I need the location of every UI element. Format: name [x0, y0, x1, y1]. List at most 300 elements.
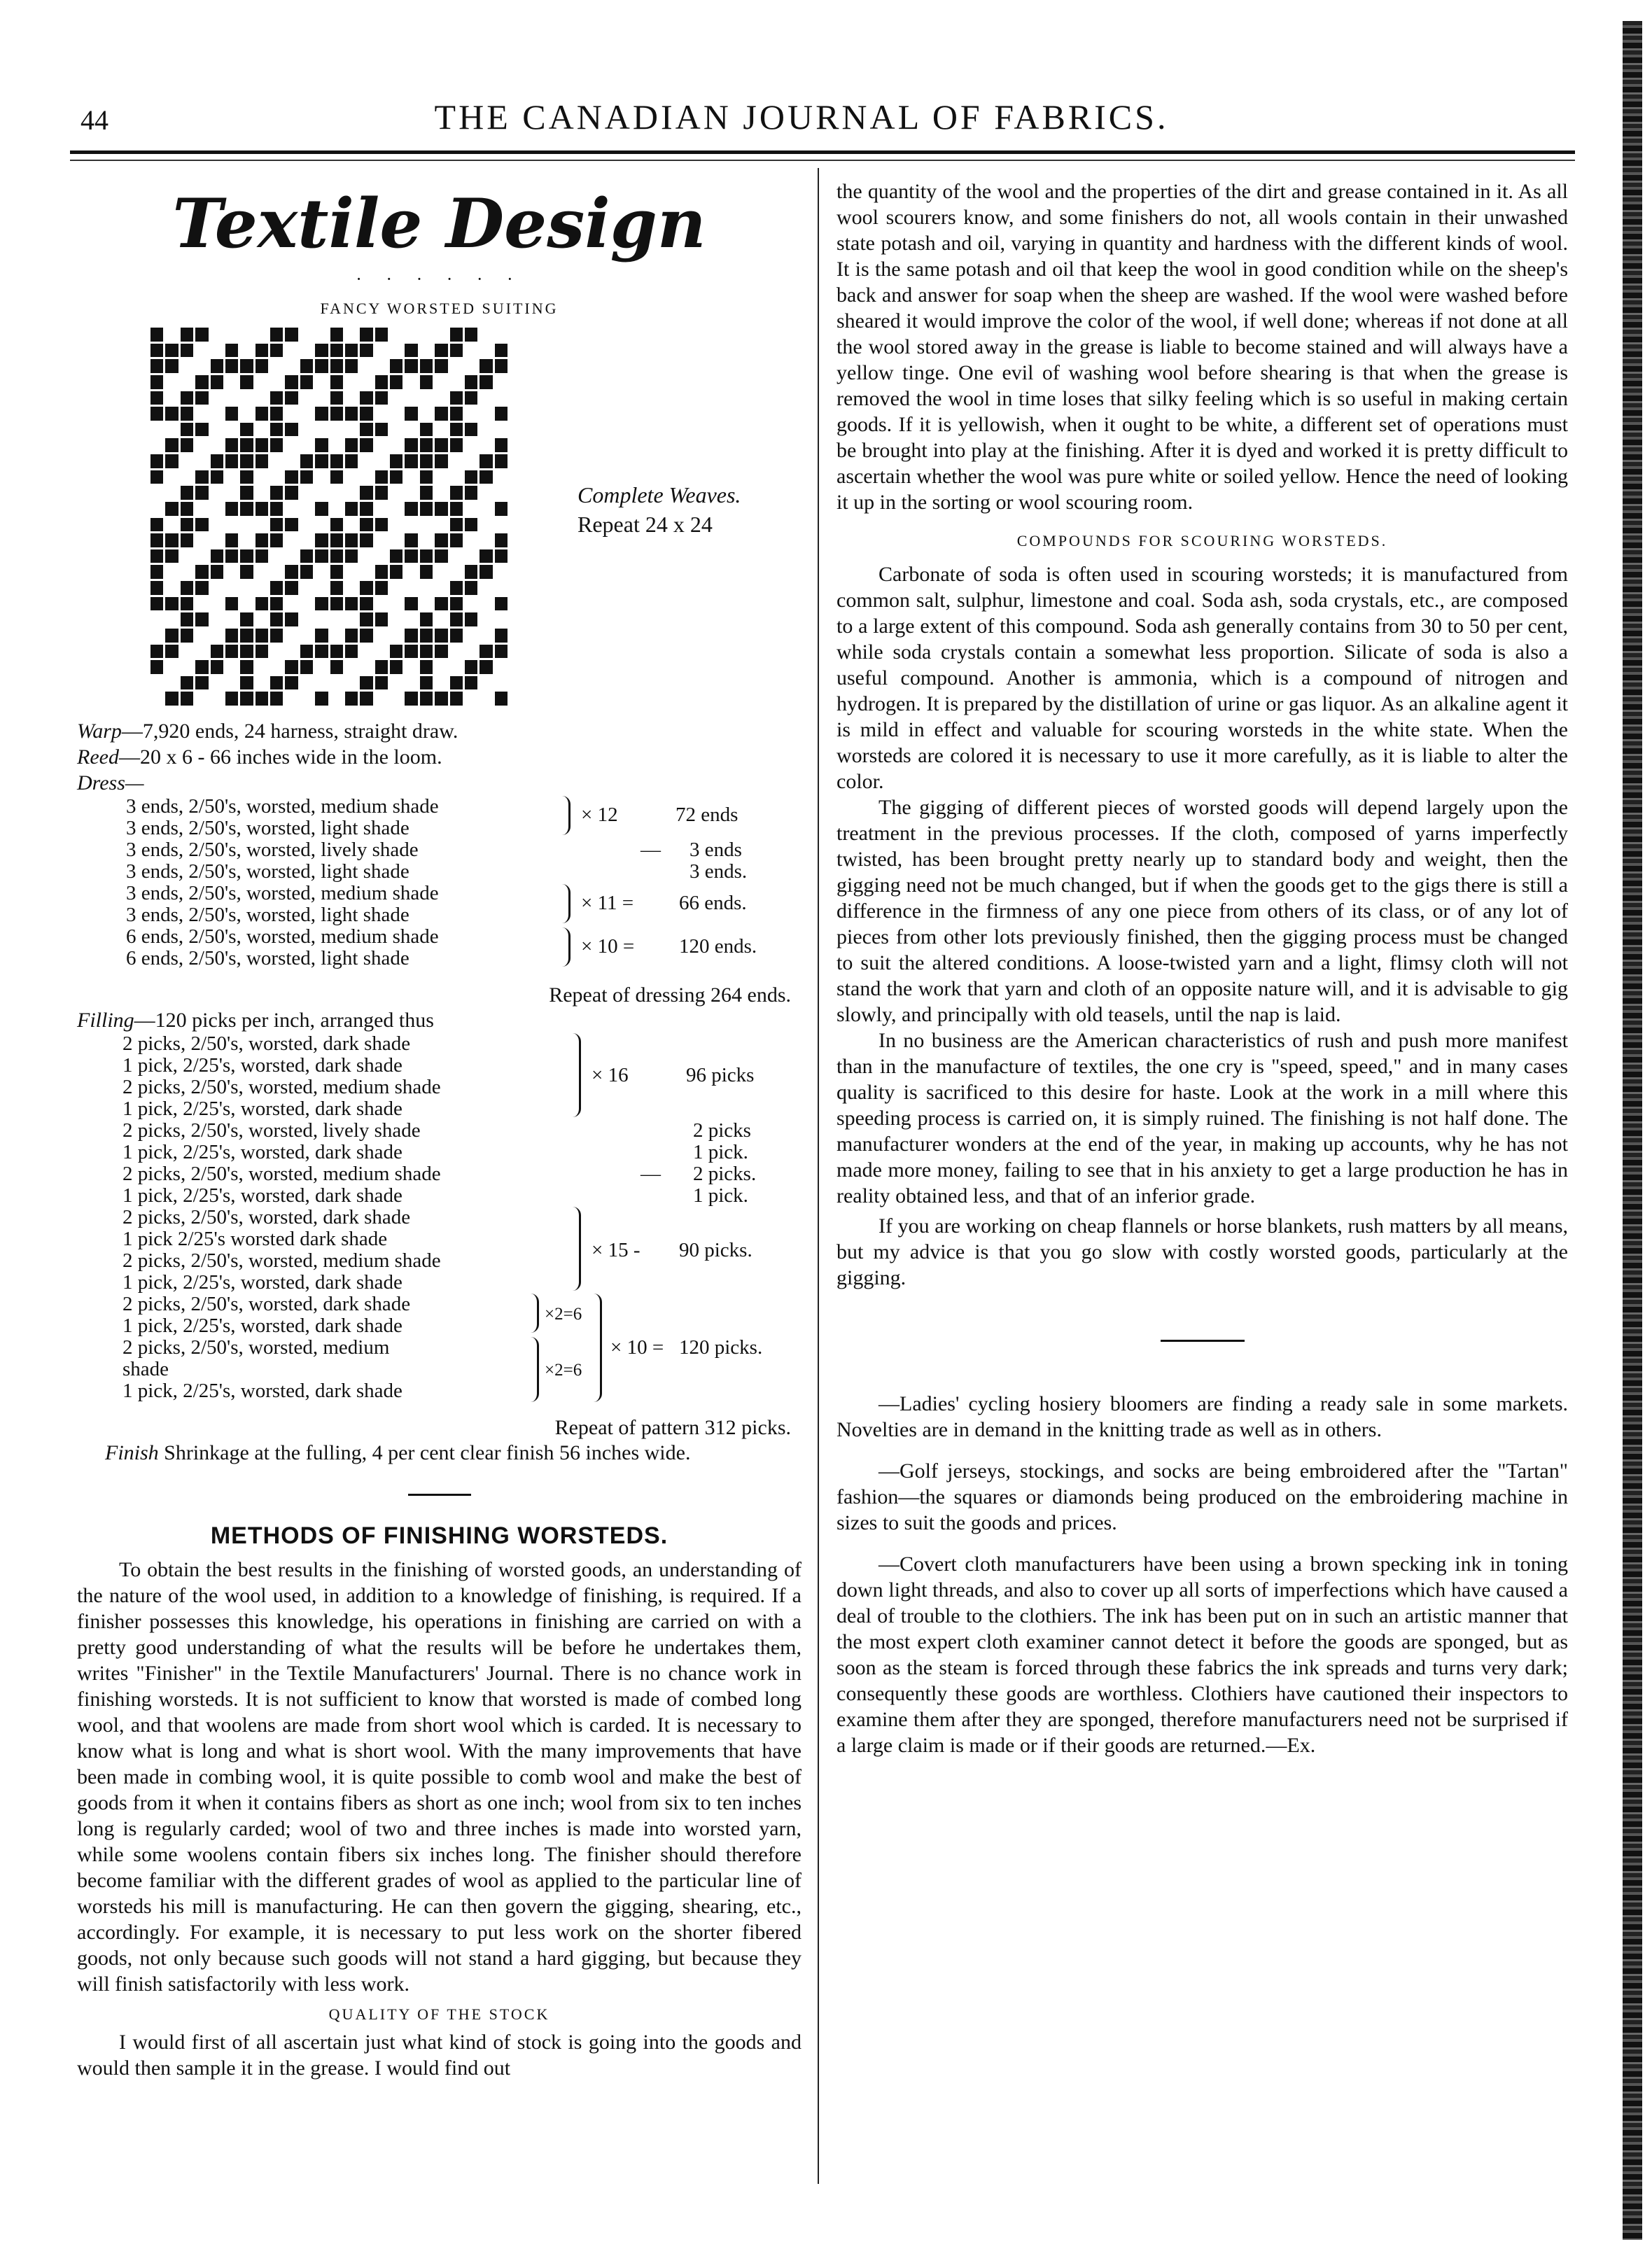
weave-cell [285, 629, 298, 643]
weave-cell [390, 375, 402, 389]
weave-cell [270, 660, 283, 674]
weave-cell [255, 486, 268, 500]
weave-cell [270, 565, 283, 579]
filling-row: shade [122, 1358, 169, 1380]
weave-cell [270, 391, 283, 405]
weave-cell [330, 692, 343, 706]
weave-cell [255, 676, 268, 690]
weave-cell [330, 581, 343, 595]
weave-cell [181, 612, 193, 626]
weave-cell [211, 502, 223, 516]
weave-cell [285, 597, 298, 611]
weave-cell [195, 612, 208, 626]
weave-cell [450, 533, 463, 547]
weave-cell [225, 692, 238, 706]
brace [528, 1294, 539, 1333]
filling-multiplier: × 16 [592, 1064, 629, 1086]
weave-cell [211, 438, 223, 452]
weave-cell [390, 344, 402, 358]
weave-cell [375, 328, 388, 342]
weave-cell [240, 533, 253, 547]
weave-cell [450, 692, 463, 706]
filling-line [77, 1007, 802, 1033]
weave-cell [375, 454, 388, 468]
filling-row: 1 pick, 2/25's, worsted, dark shade [122, 1380, 402, 1402]
weave-cell [465, 328, 477, 342]
article-paragraph: I would first of all ascertain just what kind of stock is going into the goods and would then sample it in the grease. I would find out [77, 2031, 802, 2080]
weave-cell [435, 645, 447, 659]
weave-cell [181, 328, 193, 342]
weave-cell [420, 502, 433, 516]
weave-cell [479, 549, 492, 563]
weave-cell [240, 629, 253, 643]
weave-cell [225, 486, 238, 500]
weave-cell [225, 597, 238, 611]
subhead-quality-of-stock: QUALITY OF THE STOCK [328, 2005, 550, 2023]
weave-cell [181, 692, 193, 706]
weave-cell [345, 660, 358, 674]
weave-cell [255, 344, 268, 358]
weave-cell [360, 344, 372, 358]
weave-cell [285, 549, 298, 563]
weave-cell [375, 692, 388, 706]
weave-cell [390, 597, 402, 611]
weave-cell [435, 344, 447, 358]
dress-row: 3 ends, 2/50's, worsted, medium shade [126, 795, 439, 818]
weave-cell [315, 549, 328, 563]
weave-cell [405, 692, 417, 706]
weave-cell [360, 597, 372, 611]
page-number: 44 [80, 104, 108, 136]
weave-cell [360, 328, 372, 342]
weave-cell [465, 645, 477, 659]
weave-cell [405, 438, 417, 452]
weave-cell [435, 470, 447, 484]
weave-cell [240, 549, 253, 563]
weave-cell [240, 518, 253, 532]
weave-cell [285, 676, 298, 690]
weave-cell [270, 645, 283, 659]
weave-cell [315, 502, 328, 516]
weave-cell [300, 344, 313, 358]
finish-label: Finish [105, 1441, 159, 1464]
weave-cell [479, 502, 492, 516]
weave-cell [270, 612, 283, 626]
weave-cell [315, 375, 328, 389]
weave-cell [270, 359, 283, 373]
filling-count: 120 picks. [679, 1336, 763, 1359]
weave-cell [300, 438, 313, 452]
weave-cell [495, 549, 507, 563]
weave-cell [420, 549, 433, 563]
weave-cell [495, 565, 507, 579]
weave-cell [420, 423, 433, 437]
weave-cell [240, 423, 253, 437]
weave-cell [315, 660, 328, 674]
filling-count: 1 pick. [693, 1184, 748, 1207]
weave-cell [240, 438, 253, 452]
weave-cell [390, 676, 402, 690]
weave-cell [165, 454, 178, 468]
weave-cell [375, 344, 388, 358]
weave-cell [195, 692, 208, 706]
weave-cell [300, 470, 313, 484]
weave-cell [195, 454, 208, 468]
weave-cell [270, 518, 283, 532]
article-paragraph: the quantity of the wool and the properties of the dirt and grease contained in it. As all wool scourers know, and some finishers do not, all wools contain in their unwashed state potash and oil, varying in quantity and hardness with the different kinds of wool. It is the same potash and oil that keep the wool in good condition while on the sheep's back and answer for soap when the sheep are washed. If the wool were washed before sheared it would improve the color of the wool, if well done; whereas if not done at all the wool stored away in the grease is liable to become stained and will always have a yellow tinge. One evil of washing wool before shearing is that when the grease is removed the wool in time loses that silky feeling which is so useful in making certain goods. If it is yellowish, when it ought to be white, a different set of operations must be brought into play at the finishing. After it is dyed and worked it is pretty difficult to ascertain whether the wool was pure white or soiled yellow. Hence the need of looking it up in the sorting or wool scouring room. [836, 180, 1568, 514]
weave-cell [405, 629, 417, 643]
weave-cell [345, 549, 358, 563]
weave-cell [150, 549, 163, 563]
weave-cell [150, 486, 163, 500]
article-paragraph: The gigging of different pieces of worsted goods will depend largely upon the treatment in the previous processes. If the cloth, composed of yarns imperfectly twisted, has been brought pretty nearly up to standard body and weight, then the gigging need not be much changed, but if when the goods get to the gigs there is still a difference in the firmness of any one piece from others of its class, or of any lot of pieces from other lots previously finished, then the gigging process must be changed to suit the altered conditions. A loose-twisted yarn and a light, flimsy cloth will not stand the work that yarn and cloth of an opposite nature will, and it is advisable to gig slowly, and principally with old teasels, until the nap is laid. [836, 796, 1568, 1026]
weave-cell [435, 375, 447, 389]
weave-cell [300, 629, 313, 643]
weave-cell [495, 438, 507, 452]
weave-cell [195, 375, 208, 389]
weave-cell [465, 470, 477, 484]
weave-cell [285, 423, 298, 437]
weave-cell [495, 391, 507, 405]
weave-cell [150, 581, 163, 595]
weave-cell [255, 407, 268, 421]
weave-cell [495, 423, 507, 437]
weave-cell [465, 597, 477, 611]
weave-cell [435, 502, 447, 516]
filling-label: Filling [77, 1009, 134, 1032]
weave-cell [165, 359, 178, 373]
weave-cell [315, 454, 328, 468]
weave-cell [435, 391, 447, 405]
weave-cell [195, 533, 208, 547]
weave-cell [165, 328, 178, 342]
weave-cell [285, 502, 298, 516]
dress-row: 6 ends, 2/50's, worsted, medium shade [126, 925, 439, 948]
weave-cell [360, 676, 372, 690]
weave-cell [450, 581, 463, 595]
finish-line [77, 1440, 802, 1466]
weave-cell [225, 391, 238, 405]
brace [560, 884, 570, 923]
weave-cell [390, 565, 402, 579]
dress-multiplier: × 10 = [581, 935, 635, 958]
weave-cell [330, 454, 343, 468]
weave-cell [315, 328, 328, 342]
article-paragraph: To obtain the best results in the finishing of worsted goods, an understanding of the nature of the wool used, in addition to a knowledge of finishing, is required. If a finisher possesses this knowledge, his operations in finishing are carried on with a pretty good understanding of what the results will be before he undertakes them, writes "Finisher" in the Textile Manufacturers' Journal. There is no chance work in finishing worsteds. It is not sufficient to know that worsted is made of combed long wool, and that woolens are made from short wool which is carded. It is necessary to know what is long and what is short wool. With the many improvements that have been made in combing wool, it is quite possible to comb wool and make the best of goods from it when it contains fibers as short as one inch; wool from six to ten inches long is regularly carded; wool of two and three inches is made into worsted yarn, while some woolens contain fibers six inches long. The finisher should therefore become familiar with the different grades of wool as applied to the particular line of worsteds his mill is manufacturing. He can then govern the gigging, shearing, etc., accordingly. For example, it is necessary to put less work on the shorter fibered goods, not only because such goods will not stand a hard gigging, but because they will finish satisfactorily with less work. [77, 1558, 802, 1996]
filling-count: 2 picks [693, 1119, 751, 1142]
weave-cell [270, 486, 283, 500]
weave-cell [225, 359, 238, 373]
weave-cell [405, 549, 417, 563]
filling-row: 2 picks, 2/50's, worsted, dark shade [122, 1032, 411, 1055]
weave-cell [405, 359, 417, 373]
weave-cell [240, 391, 253, 405]
weave-cell [285, 660, 298, 674]
weave-cell [375, 549, 388, 563]
weave-cell [360, 359, 372, 373]
weave-cell [195, 486, 208, 500]
weave-cell [195, 502, 208, 516]
weave-cell [211, 549, 223, 563]
weave-cell [390, 359, 402, 373]
brace [570, 1033, 581, 1117]
weave-cell [360, 375, 372, 389]
weave-cell [435, 454, 447, 468]
weave-cell [255, 645, 268, 659]
weave-cell [285, 391, 298, 405]
header-rule-thin [70, 160, 1575, 161]
weave-cell [450, 359, 463, 373]
weave-cell [495, 645, 507, 659]
weave-cell [150, 375, 163, 389]
dress-row: 6 ends, 2/50's, worsted, light shade [126, 947, 410, 969]
weave-cell [211, 407, 223, 421]
dress-multiplier: × 12 [581, 804, 618, 826]
weave-cell [300, 692, 313, 706]
weave-cell [315, 423, 328, 437]
weave-cell [405, 344, 417, 358]
weave-cell [195, 518, 208, 532]
weave-cell [465, 692, 477, 706]
weave-cell [150, 597, 163, 611]
weave-cell [255, 612, 268, 626]
weave-cell [450, 549, 463, 563]
weave-cell [270, 454, 283, 468]
weave-cell [181, 391, 193, 405]
filling-row: 2 picks, 2/50's, worsted, medium shade [122, 1163, 441, 1185]
weave-cell [405, 391, 417, 405]
weave-cell [195, 581, 208, 595]
weave-cell [300, 612, 313, 626]
weave-cell [360, 423, 372, 437]
weave-cell [150, 533, 163, 547]
weave-cell [360, 470, 372, 484]
weave-cell [435, 549, 447, 563]
weave-cell [300, 486, 313, 500]
weave-cell [465, 486, 477, 500]
weave-cell [165, 502, 178, 516]
weave-cell [270, 549, 283, 563]
textile-design-title: Textile Design [172, 184, 706, 263]
weave-cell [420, 454, 433, 468]
weave-cell [375, 612, 388, 626]
weave-cell [479, 597, 492, 611]
weave-cell [435, 581, 447, 595]
weave-cell [390, 454, 402, 468]
weave-cell [150, 454, 163, 468]
weave-cell [240, 692, 253, 706]
brace [592, 1294, 602, 1402]
weave-cell [330, 375, 343, 389]
weave-cell [225, 533, 238, 547]
weave-cell [375, 645, 388, 659]
weave-cell [270, 423, 283, 437]
weave-cell [405, 518, 417, 532]
weave-cell [225, 565, 238, 579]
weave-cell [465, 391, 477, 405]
design-subtitle: FANCY WORSTED SUITING [320, 300, 559, 317]
dress-count: 72 ends [676, 804, 738, 826]
weave-cell [360, 660, 372, 674]
weave-cell [435, 660, 447, 674]
news-note: —Golf jerseys, stockings, and socks are being embroidered after the "Tartan" fashion—the squares or diamonds being produced on the embroidering machine in sizes to suit the goods and prices. [836, 1459, 1568, 1534]
weave-cell [390, 581, 402, 595]
dress-label: Dress— [77, 771, 144, 794]
weave-cell [165, 692, 178, 706]
weave-cell [225, 612, 238, 626]
weave-cell [405, 581, 417, 595]
section-rule [1161, 1340, 1245, 1342]
weave-cell [211, 565, 223, 579]
weave-cell [315, 676, 328, 690]
weave-cell [495, 518, 507, 532]
column-divider [818, 168, 819, 2184]
weave-cell [495, 676, 507, 690]
weave-cell [330, 407, 343, 421]
weave-cell [181, 597, 193, 611]
weave-cell [479, 645, 492, 659]
weave-cell [181, 565, 193, 579]
weave-cell [450, 328, 463, 342]
weave-cell [420, 438, 433, 452]
weave-cell [330, 612, 343, 626]
weave-cell [270, 438, 283, 452]
weave-cell [345, 328, 358, 342]
weave-cell [450, 407, 463, 421]
weave-cell [195, 391, 208, 405]
weave-cell [225, 645, 238, 659]
weave-cell [195, 645, 208, 659]
weave-cell [330, 676, 343, 690]
weave-cell [330, 645, 343, 659]
filling-count: 96 picks [686, 1064, 755, 1086]
weave-cell [165, 597, 178, 611]
weave-cell [225, 502, 238, 516]
weave-cell [435, 676, 447, 690]
weave-cell [375, 565, 388, 579]
weave-cell [330, 660, 343, 674]
weave-cell [255, 502, 268, 516]
weave-cell [465, 438, 477, 452]
weave-cell [211, 344, 223, 358]
weave-cell [479, 660, 492, 674]
dress-row: 3 ends, 2/50's, worsted, medium shade [126, 882, 439, 904]
weave-cell [255, 391, 268, 405]
weave-label [578, 480, 741, 539]
weave-cell [375, 359, 388, 373]
weave-cell [360, 565, 372, 579]
weave-cell [495, 612, 507, 626]
weave-cell [165, 629, 178, 643]
weave-cell [420, 375, 433, 389]
weave-cell [360, 692, 372, 706]
weave-cell [405, 502, 417, 516]
weave-cell [240, 502, 253, 516]
filling-row: 2 picks, 2/50's, worsted, dark shade [122, 1206, 411, 1228]
section-rule [408, 1494, 471, 1496]
weave-cell [405, 423, 417, 437]
weave-cell [181, 470, 193, 484]
weave-cell [345, 597, 358, 611]
weave-cell [495, 359, 507, 373]
weave-cell [405, 375, 417, 389]
weave-cell [240, 676, 253, 690]
weave-cell [465, 423, 477, 437]
weave-cell [330, 359, 343, 373]
weave-cell [330, 438, 343, 452]
weave-cell [345, 391, 358, 405]
weave-cell [211, 660, 223, 674]
weave-cell [211, 612, 223, 626]
weave-cell [315, 391, 328, 405]
brace [560, 796, 570, 835]
weave-cell [360, 391, 372, 405]
weave-cell [181, 518, 193, 532]
news-note: —Ladies' cycling hosiery bloomers are finding a ready sale in some markets. Novelties are in demand in the knitting trade as well as in others. [836, 1392, 1568, 1441]
weave-cell [315, 581, 328, 595]
weave-cell [360, 549, 372, 563]
weave-cell [285, 581, 298, 595]
filling-count: 2 picks. [693, 1163, 757, 1185]
filling-row: 2 picks, 2/50's, worsted, dark shade [122, 1293, 411, 1315]
weave-cell [405, 328, 417, 342]
weave-cell [405, 645, 417, 659]
weave-cell [479, 676, 492, 690]
weave-cell [165, 581, 178, 595]
weave-cell [479, 407, 492, 421]
weave-cell [195, 438, 208, 452]
weave-cell [495, 660, 507, 674]
weave-cell [420, 344, 433, 358]
weave-cell [315, 597, 328, 611]
weave-cell [285, 645, 298, 659]
weave-cell [375, 375, 388, 389]
dress-multiplier: × 11 = [581, 892, 634, 914]
weave-cell [211, 423, 223, 437]
weave-cell [465, 629, 477, 643]
weave-cell [195, 423, 208, 437]
article-title: METHODS OF FINISHING WORSTEDS. [210, 1522, 668, 1549]
weave-cell [181, 676, 193, 690]
weave-cell [255, 692, 268, 706]
weave-cell [240, 344, 253, 358]
weave-cell [285, 375, 298, 389]
weave-cell [495, 344, 507, 358]
weave-cell [405, 486, 417, 500]
weave-cell [300, 565, 313, 579]
weave-cell [255, 454, 268, 468]
weave-cell [405, 612, 417, 626]
weave-section [77, 328, 802, 706]
weave-cell [390, 518, 402, 532]
weave-cell [150, 359, 163, 373]
dress-count: 3 ends [690, 839, 742, 861]
weave-cell [360, 612, 372, 626]
weave-cell [255, 470, 268, 484]
weave-cell [150, 423, 163, 437]
weave-cell [495, 375, 507, 389]
weave-cell [150, 629, 163, 643]
weave-cell [495, 597, 507, 611]
weave-cell [345, 676, 358, 690]
weave-cell [300, 676, 313, 690]
weave-cell [479, 344, 492, 358]
weave-cell [450, 518, 463, 532]
weave-cell [165, 470, 178, 484]
weave-cell [225, 518, 238, 532]
weave-cell [345, 375, 358, 389]
weave-cell [195, 407, 208, 421]
